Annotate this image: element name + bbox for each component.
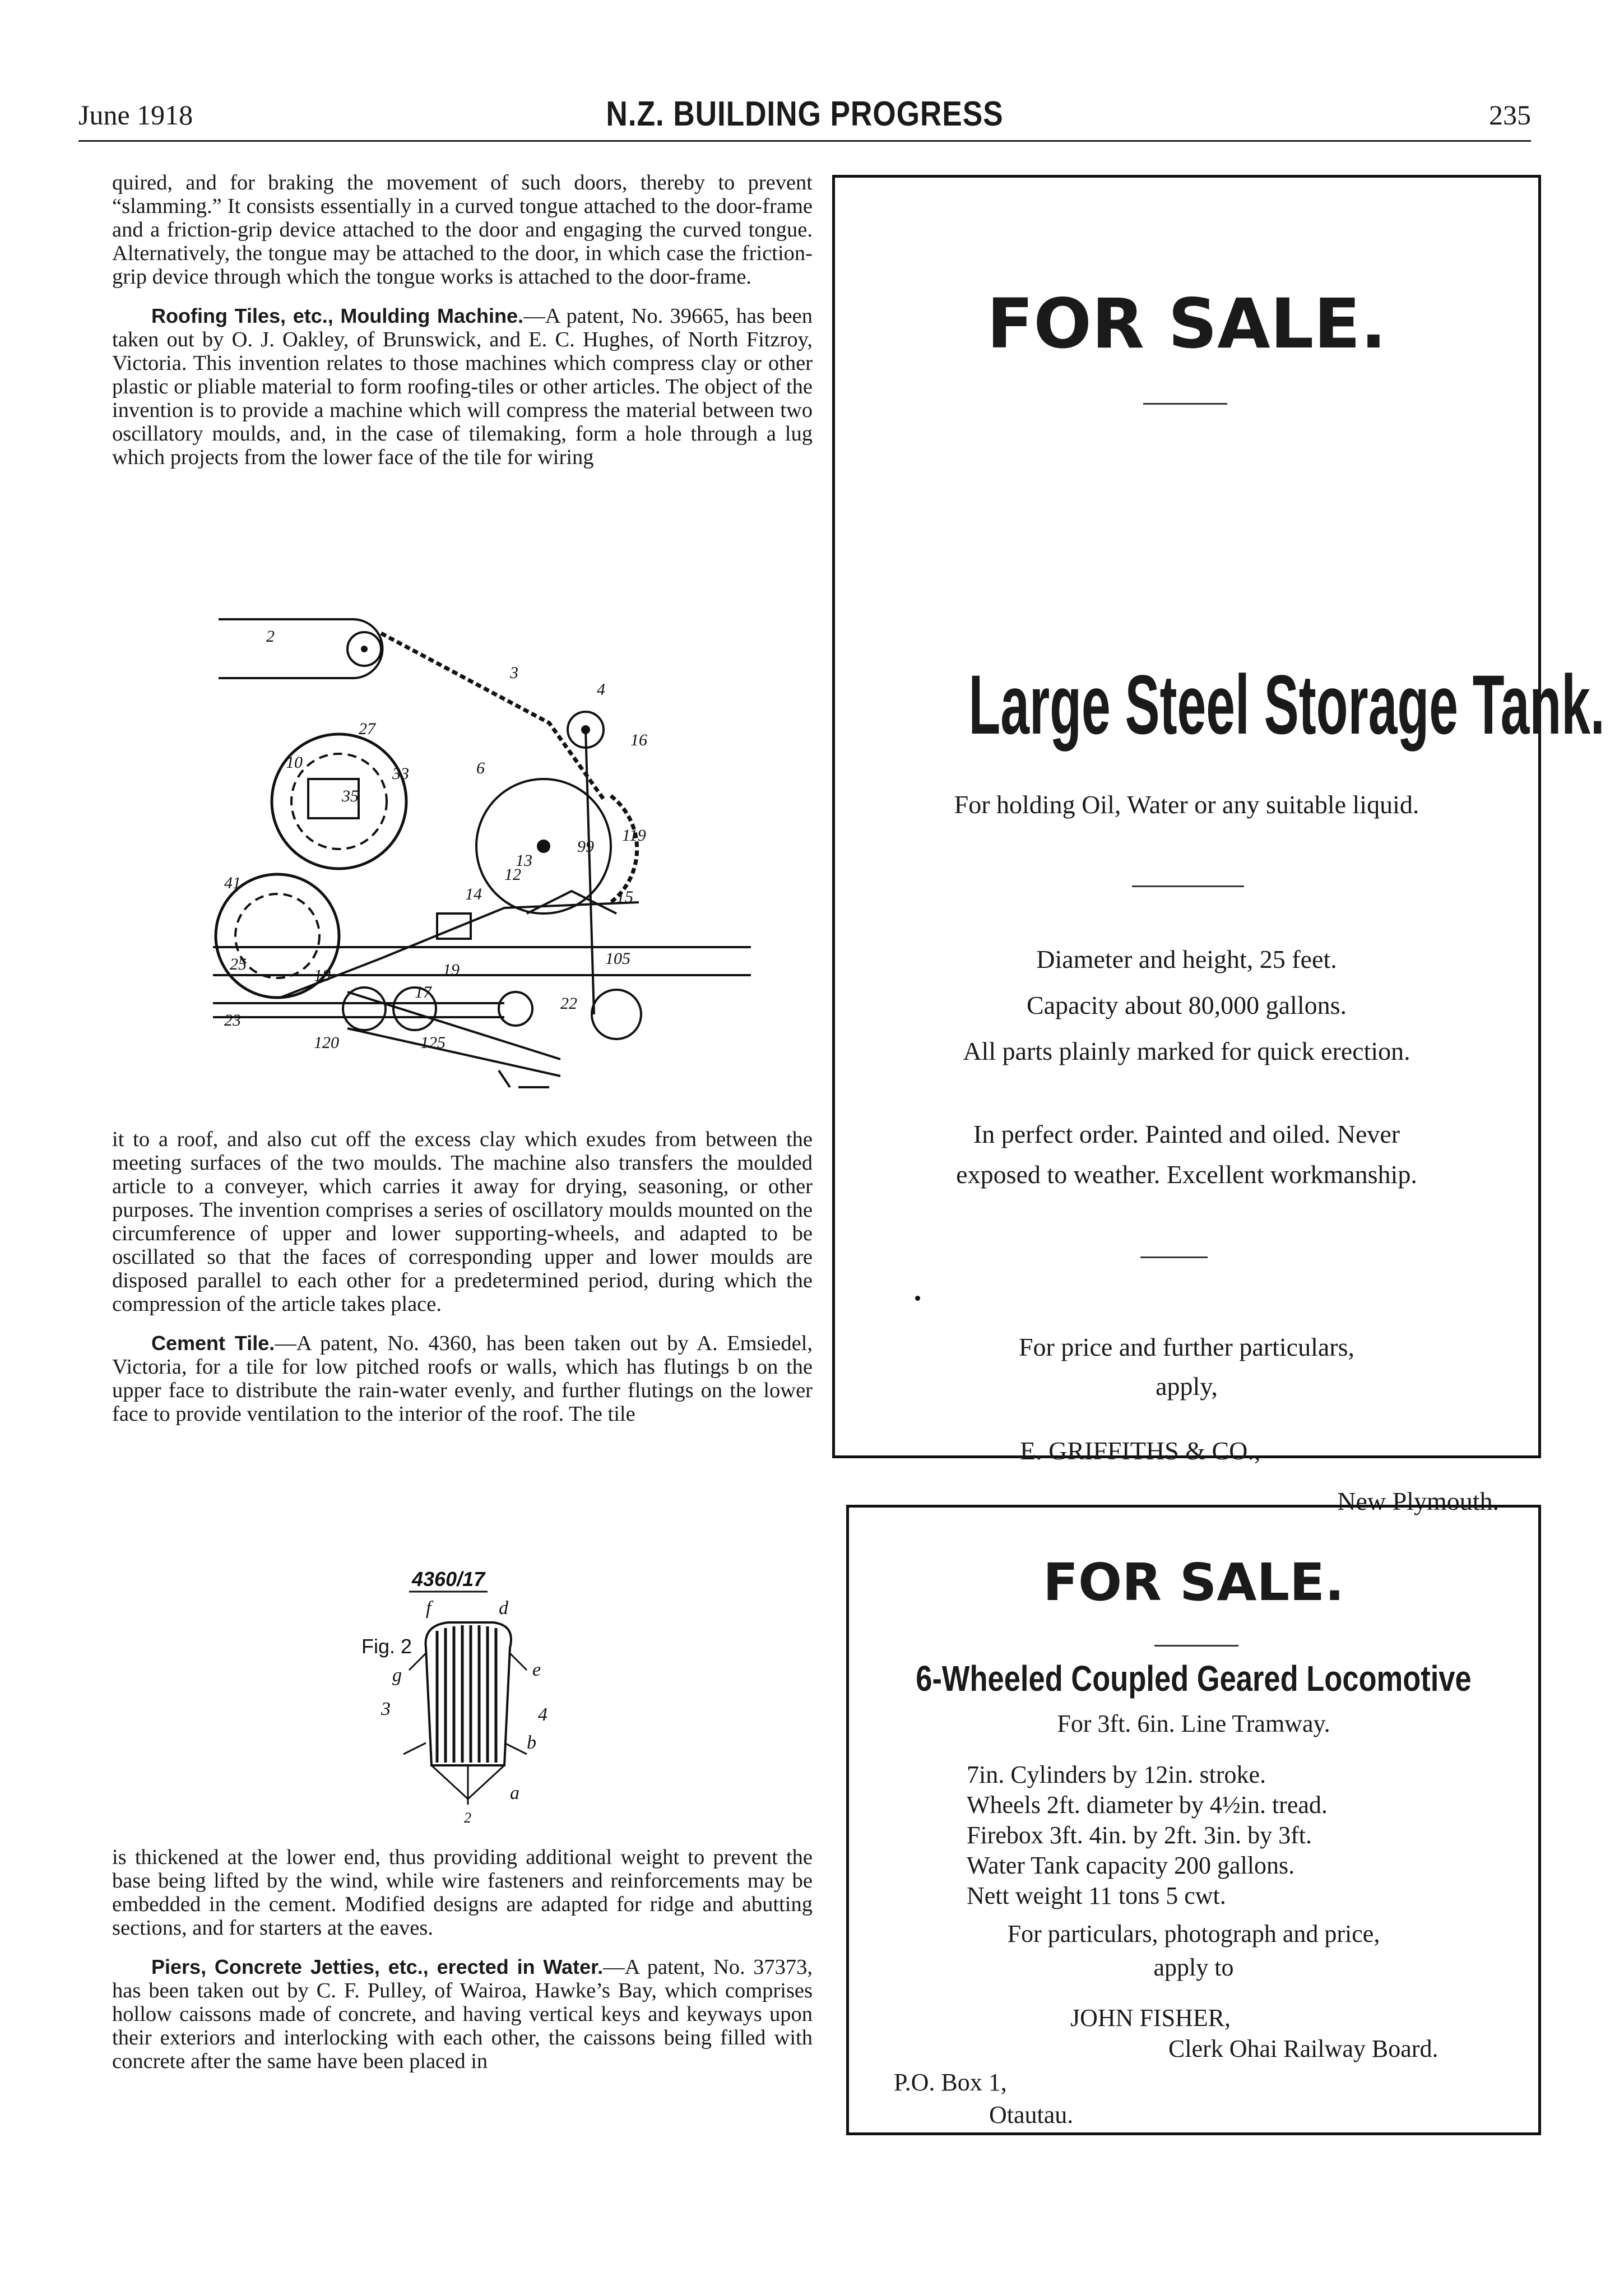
tank-detail: Capacity about 80,000 gallons. [1026,991,1347,1019]
fig1-label: 99 [577,837,594,856]
for-sale-heading: FOR SALE. [1043,1552,1344,1612]
locomotive-subtitle: For 3ft. 6in. Line Tramway. [1057,1710,1330,1737]
intro-paragraph: quired, and for braking the movement of such doors, thereby to prevent “slamming.” It consists essentially in a curved tongue attached to the door-frame and a friction-grip device attached to the door and engaging the curved tongue. Alternatively, the tongue may be attached to the door, in which case the friction-grip device through which the tongue works is attached to the door-frame. [112,171,813,289]
fig2-label: 2 [464,1810,471,1826]
locomotive-advert [846,1505,1541,2135]
locomotive-contact: For particulars, photograph and price, [1007,1920,1380,1947]
article-intro [112,171,813,469]
cement-tile-figure [359,1564,583,1827]
cement-paragraph [112,1332,813,1426]
fig2-label: 4 [538,1704,547,1725]
fig1-label: 25 [230,955,247,973]
cement-continuation: is thickened at the lower end, thus providing additional weight to prevent the base being lifted by the wind, while wire fasteners and reinforcements may be embedded in the cement. Modified designs are adapted for ridge and abutting sections, and for starters at the eaves. [112,1846,813,1940]
article-end [112,1846,813,2073]
tank-contact: For price and further particulars, [1018,1333,1355,1361]
tank-company: E. GRIFFITHS & CO., [1020,1436,1261,1465]
contact-role: Clerk Ohai Railway Board. [1168,2035,1439,2062]
fig1-label: 17 [415,983,431,1001]
fig1-label: 22 [560,994,577,1013]
fig2-label: a [510,1783,519,1803]
fig1-label: 2 [266,627,275,646]
fig2-label: 3 [381,1699,391,1719]
piers-text: —A patent, No. 37373, has been taken out by C. F. Pulley, of Wairoa, Hawke’s Bay, which comprises hollow caissons made of concrete, and having vertical keys and keyways upon their exteriors and interlocking with each other, the caissons being filled with concrete after the same have been placed in [112,1955,813,2073]
fig1-label: 23 [224,1011,241,1030]
moulding-machine-figure [213,611,773,1115]
tank-title: Large Steel Storage Tank. [968,657,1605,752]
spec-line: Wheels 2ft. diameter by 4½in. tread. [967,1791,1328,1819]
fig2-label: Fig. 2 [361,1635,412,1658]
fig1-label: 3 [510,664,518,682]
contact-town: Otautau. [989,2101,1074,2129]
roofing-text: —A patent, No. 39665, has been taken out by O. J. Oakley, of Brunswick, and E. C. Hughes, of North Fitzroy, Victoria. This invention relates to those machines which compress clay or other plastic or pliable material to form roofing-tiles or other articles. The object of the invention is to provide a machine which will compress the material between two oscillatory moulds, and, in the case of tilemaking, form a hole through a lug which projects from the lower face of the tile for wiring [112,304,813,469]
journal-title: N.Z. BUILDING PROGRESS [606,95,1004,133]
fig2-label: d [499,1598,508,1619]
fig1-label: 120 [314,1033,339,1052]
fig1-label: 18 [314,966,331,985]
fig1-label: 105 [605,949,630,968]
fig1-label: 14 [465,885,482,903]
fig1-label: 10 [286,753,303,772]
fig2-label: b [527,1732,536,1753]
fig1-label: 16 [630,731,647,749]
cement-text: —A patent, No. 4360, has been taken out by A. Emsiedel, Victoria, for a tile for low pitched roofs or walls, which has flutings b on the upper face to distribute the rain-water evenly, and further flutings on the lower face to provide ventilation to the interior of the roof. The tile [112,1332,813,1426]
spec-line: 7in. Cylinders by 12in. stroke. [967,1761,1266,1788]
fig1-label: 19 [443,961,460,979]
tank-contact: apply, [1156,1372,1218,1401]
divider-rule [1132,885,1244,887]
running-header [78,94,1531,139]
roofing-heading: Roofing Tiles, etc., Moulding Machine. [151,304,524,327]
fig1-label: 35 [342,787,359,805]
fig1-label: 13 [516,851,532,870]
tank-detail: Diameter and height, 25 feet. [1036,945,1337,973]
tank-location: New Plymouth. [1337,1487,1499,1515]
locomotive-specs [967,1760,1328,1911]
fig1-label: 41 [224,874,241,892]
header-rule [78,140,1531,142]
roofing-paragraph [112,304,813,469]
fig1-label: 33 [392,764,409,783]
fig2-label: g [392,1665,402,1686]
contact-name: JOHN FISHER, [1070,2004,1231,2032]
fig2-label: f [426,1598,431,1619]
cement-heading: Cement Tile. [151,1332,275,1355]
locomotive-title: 6-Wheeled Coupled Geared Locomotive [916,1658,1472,1699]
fig1-label: 125 [420,1033,446,1052]
tank-condition: In perfect order. Painted and oiled. Never [973,1120,1400,1148]
fig1-label: 4 [597,680,605,699]
article-middle [112,1128,813,1426]
fig1-label: 27 [359,720,375,738]
po-box: P.O. Box 1, [894,2069,1007,2096]
spec-line: Water Tank capacity 200 gallons. [967,1852,1295,1879]
spec-line: Firebox 3ft. 4in. by 2ft. 3in. by 3ft. [967,1821,1312,1849]
fig1-label: 12 [504,865,521,884]
fig2-label: e [532,1659,541,1680]
fig1-label: 15 [616,888,633,906]
fig1-label: 6 [476,759,485,777]
roofing-continuation: it to a roof, and also cut off the excess clay which exudes from between the meeting surfaces of the two moulds. The machine also transfers the moulded article to a conveyer, which carries it away for drying, seasoning, or other purposes. The invention comprises a series of oscillatory moulds mounted on the circumference of upper and lower supporting-wheels, and adapted to be oscillated so that the faces of corresponding upper and lower moulds are disposed parallel to each other for a predetermined period, during which the compression of the article takes place. [112,1128,813,1316]
storage-tank-advert [832,175,1605,1515]
tank-subtitle: For holding Oil, Water or any suitable liquid. [954,790,1419,819]
divider-rule [1143,403,1227,405]
divider-rule [1154,1645,1238,1647]
page-number: 235 [1489,99,1531,131]
spec-line: Nett weight 11 tons 5 cwt. [967,1882,1226,1909]
print-dot [915,1296,920,1301]
for-sale-heading: FOR SALE. [986,284,1387,364]
piers-heading: Piers, Concrete Jetties, etc., erected in Water. [151,1955,604,1978]
fig1-label: 119 [622,826,646,845]
tank-detail: All parts plainly marked for quick erection. [963,1037,1410,1065]
issue-date: June 1918 [78,99,193,131]
piers-paragraph [112,1955,813,2073]
divider-rule [1140,1256,1208,1258]
figure-number: 4360/17 [412,1568,485,1591]
locomotive-contact: apply to [1153,1954,1234,1981]
tank-condition: exposed to weather. Excellent workmanship. [956,1160,1417,1189]
